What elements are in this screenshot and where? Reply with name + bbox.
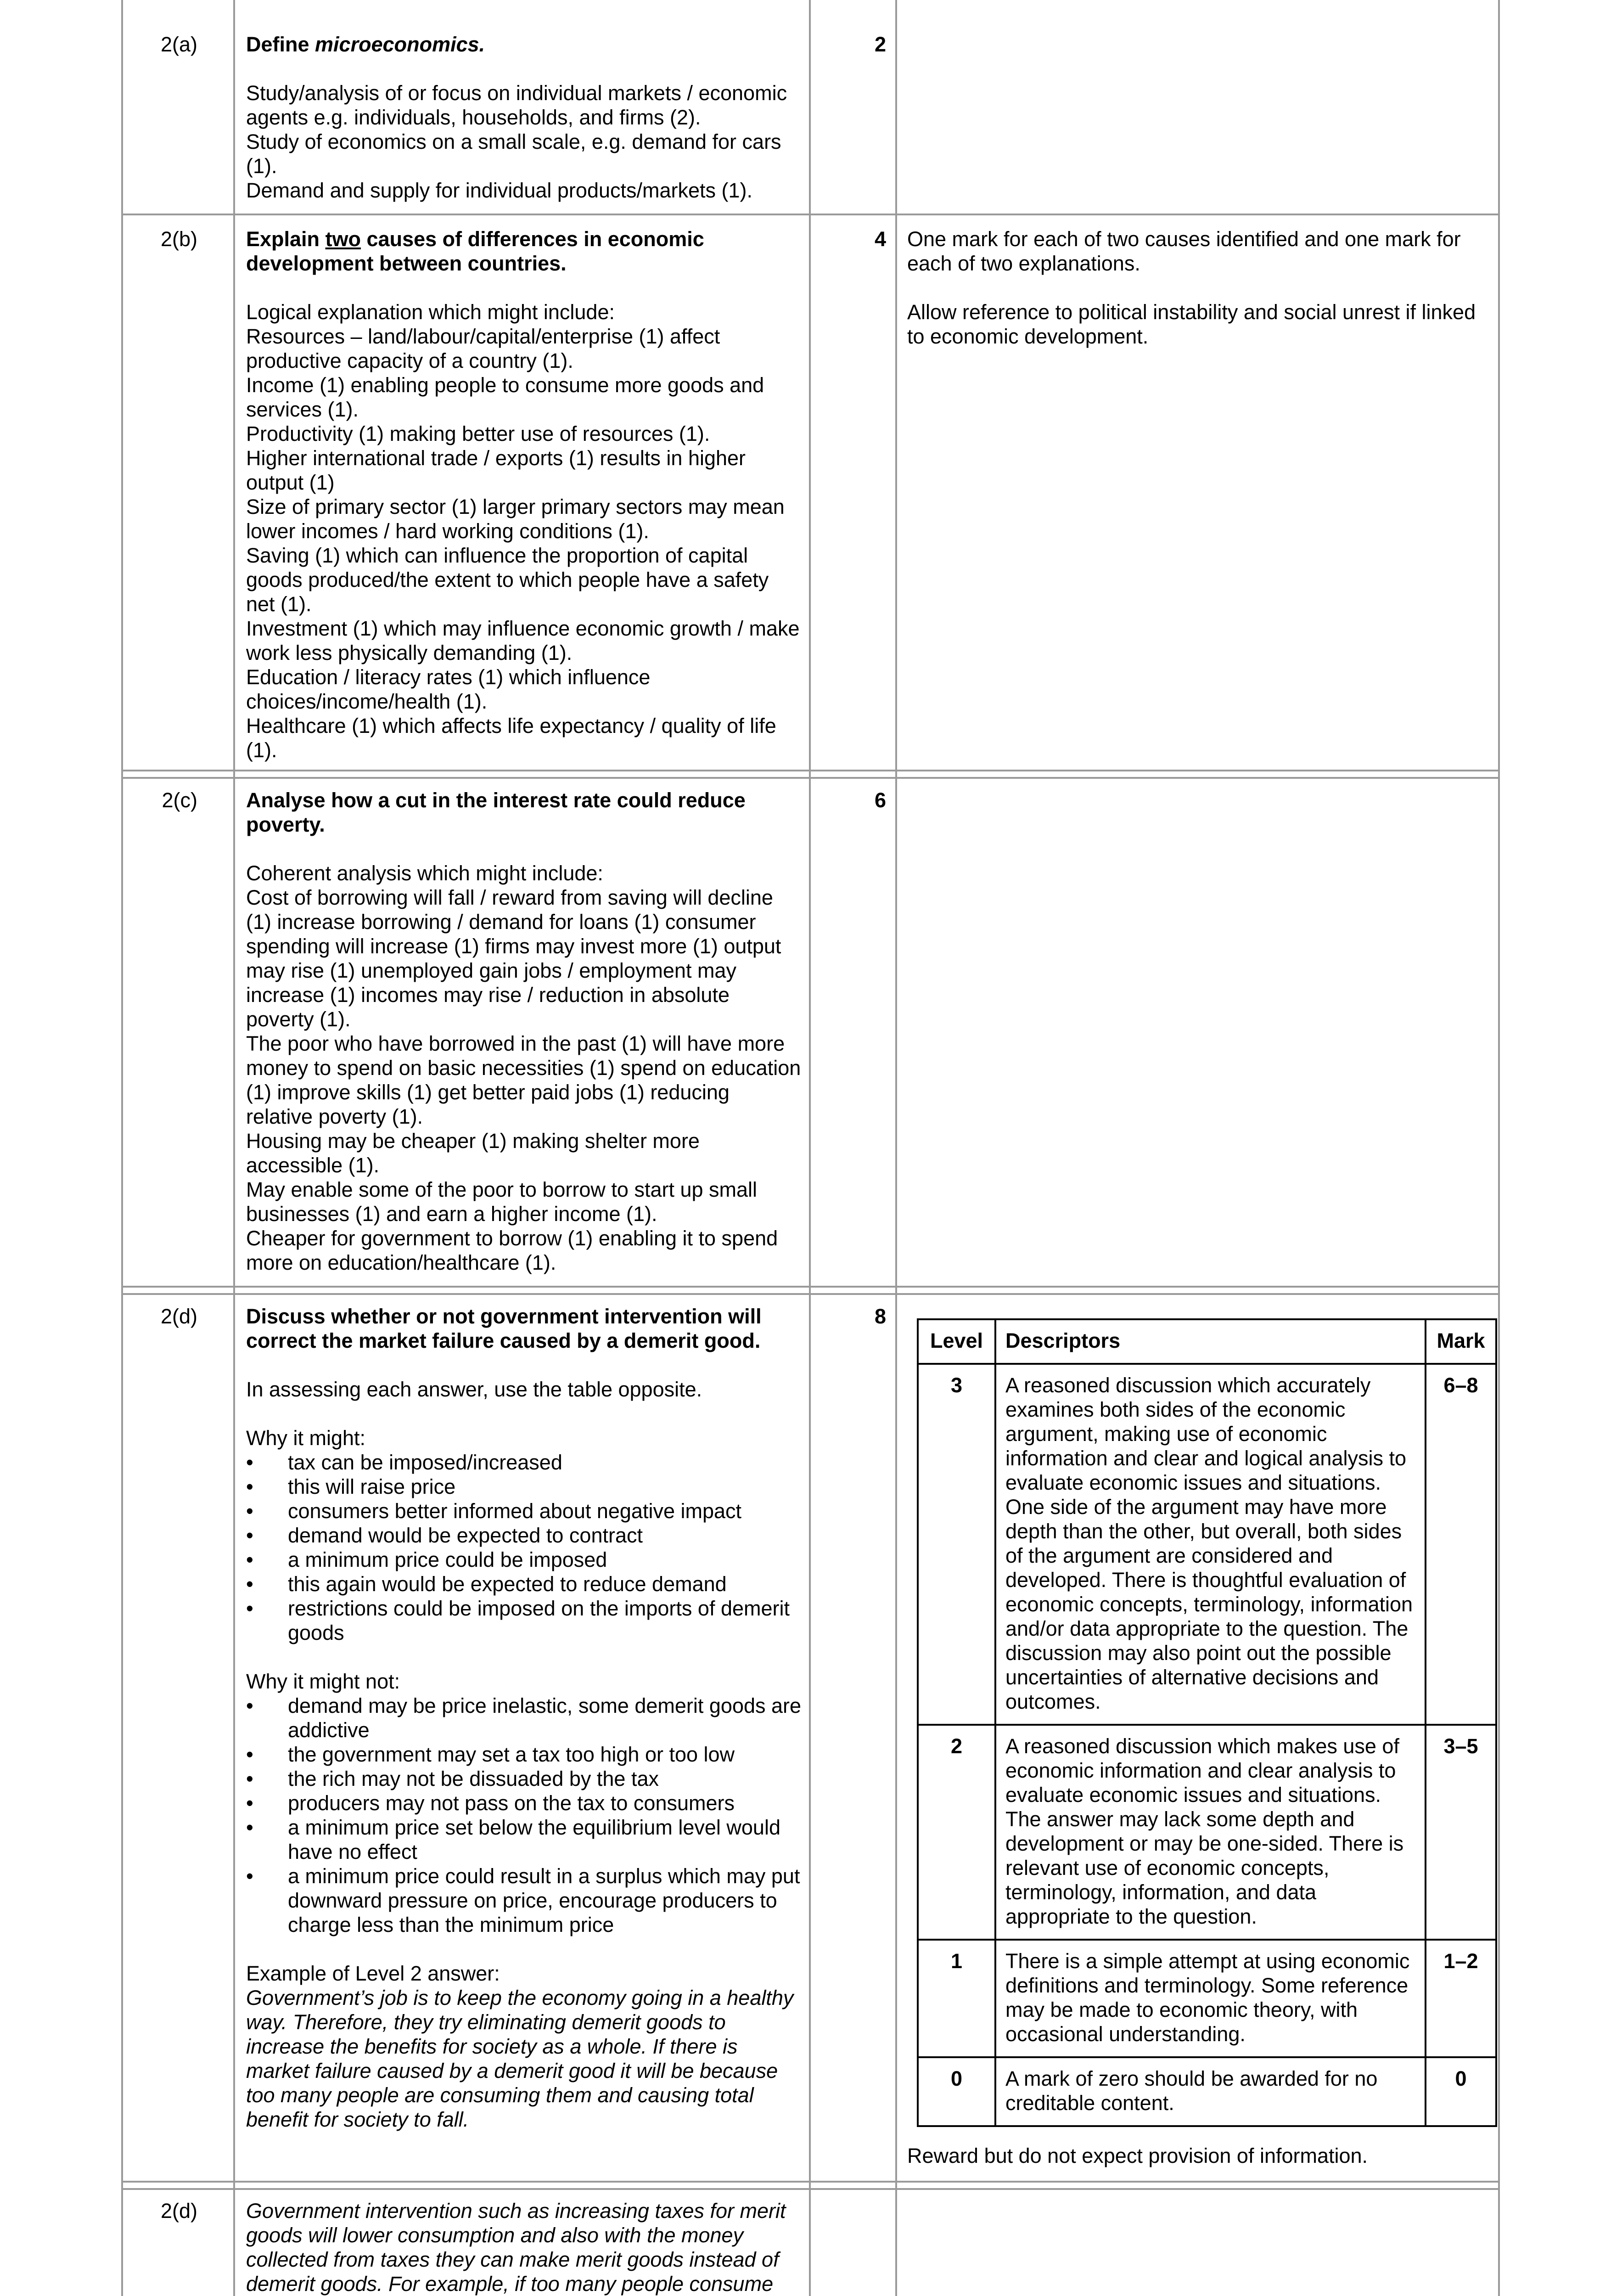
column-rule-left	[121, 0, 123, 2296]
row-rule	[122, 2181, 1499, 2183]
mark-range-cell: 3–5	[1426, 1725, 1496, 1940]
answer-intro: Logical explanation which might include:	[246, 300, 615, 324]
descriptor-cell: A mark of zero should be awarded for no creditable content.	[995, 2057, 1426, 2126]
answer-point: Size of primary sector (1) larger primary sectors may mean lower incomes / hard working conditions (1).	[246, 495, 785, 543]
row-rule	[122, 2188, 1499, 2190]
mark-range-cell: 6–8	[1426, 1364, 1496, 1725]
answer-point: Study/analysis of or focus on individual markets / economic agents e.g. individuals, households, and firms (2).	[246, 81, 787, 129]
column-rule-marks	[895, 0, 897, 2296]
table-row	[918, 1364, 1496, 1725]
list-item: • a minimum price set below the equilibrium level would have no effect	[246, 1815, 802, 1864]
list-item: • consumers better informed about negative impact	[246, 1499, 802, 1523]
example-answer: Government intervention such as increasing taxes for merit goods will lower consumption and also with the money collected from taxes they can make merit goods instead of demerit goods. For example, if too many people consume	[246, 2199, 786, 2296]
column-header: Level	[918, 1319, 995, 1364]
guidance-text: Allow reference to political instability and social unrest if linked to economic development.	[907, 300, 1476, 348]
list-heading: Why it might:	[246, 1426, 366, 1450]
level-descriptor-table	[917, 1318, 1497, 2127]
answer-point: Healthcare (1) which affects life expectancy / quality of life (1).	[246, 714, 776, 762]
assessment-note: In assessing each answer, use the table opposite.	[246, 1378, 702, 1401]
question-text: Discuss whether or not government intervention will correct the market failure caused by a demerit good.	[246, 1305, 762, 1352]
marks-value: 8	[874, 1305, 886, 1328]
list-item: • this again would be expected to reduce demand	[246, 1572, 802, 1596]
list-item: • this will raise price	[246, 1474, 802, 1499]
question-text: Explain two causes of differences in economic development between countries.	[246, 227, 704, 275]
column-header: Descriptors	[995, 1319, 1426, 1364]
table-row	[918, 2057, 1496, 2126]
answer-cell-2a	[246, 32, 802, 203]
level-cell: 2	[918, 1725, 995, 1940]
answer-point: Income (1) enabling people to consume more goods and services (1).	[246, 373, 764, 421]
row-rule	[122, 777, 1499, 779]
reward-note: Reward but do not expect provision of information.	[907, 2144, 1368, 2167]
column-rule-right	[1498, 0, 1500, 2296]
question-number: 2(d)	[160, 1305, 197, 1328]
table-header-row	[918, 1319, 1496, 1364]
mark-range-cell: 0	[1426, 2057, 1496, 2126]
table-row	[918, 1725, 1496, 1940]
why-it-might-list	[246, 1450, 802, 1645]
list-item: • demand would be expected to contract	[246, 1523, 802, 1548]
question-number: 2(d)	[160, 2199, 197, 2223]
row-rule	[122, 1286, 1499, 1288]
mark-range-cell: 1–2	[1426, 1940, 1496, 2057]
question-number: 2(b)	[160, 227, 197, 251]
marks-value: 2	[874, 33, 886, 56]
level-cell: 3	[918, 1364, 995, 1725]
example-answer: Government’s job is to keep the economy going in a healthy way. Therefore, they try eliminating demerit goods to increase the benefits for society as a whole. If there is market failure caused by a demerit good it will be because too many people are consuming them and causing total benefit for society to fall.	[246, 1986, 794, 2131]
descriptor-cell: A reasoned discussion which makes use of economic information and clear analysis to evaluate economic issues and situations. The answer may lack some depth and development or may be one-sided. There is relevant use of economic concepts, terminology, information, and data appropriate to the question.	[995, 1725, 1426, 1940]
row-rule	[122, 1293, 1499, 1295]
answer-cell-2d-continued	[246, 2199, 802, 2296]
guidance-text: One mark for each of two causes identified and one mark for each of two explanations.	[907, 227, 1461, 275]
descriptor-cell: There is a simple attempt at using economic definitions and terminology. Some reference may be made to economic theory, with occasional understanding.	[995, 1940, 1426, 2057]
row-rule	[122, 214, 1499, 215]
guidance-cell-2b	[907, 227, 1488, 349]
list-item: • demand may be price inelastic, some demerit goods are addictive	[246, 1694, 802, 1742]
list-item: • a minimum price could be imposed	[246, 1548, 802, 1572]
answer-point: Saving (1) which can influence the proportion of capital goods produced/the extent to which people have a safety net (1).	[246, 544, 769, 616]
column-rule-answer	[809, 0, 811, 2296]
answer-point: Study of economics on a small scale, e.g. demand for cars (1).	[246, 130, 781, 178]
question-number: 2(a)	[160, 33, 197, 56]
answer-intro: Coherent analysis which might include:	[246, 861, 603, 885]
answer-point: Productivity (1) making better use of resources (1).	[246, 422, 710, 445]
answer-point: Housing may be cheaper (1) making shelter more accessible (1).	[246, 1129, 700, 1177]
marks-value: 4	[874, 227, 886, 251]
table-row	[918, 1940, 1496, 2057]
answer-point: Education / literacy rates (1) which influence choices/income/health (1).	[246, 665, 651, 713]
answer-cell-2c	[246, 788, 802, 1275]
column-header: Mark	[1426, 1319, 1496, 1364]
list-heading: Why it might not:	[246, 1670, 400, 1693]
row-rule	[122, 770, 1499, 771]
answer-point: Cost of borrowing will fall / reward from saving will decline (1) increase borrowing / demand for loans (1) consumer spending will increase (1) firms may invest more (1) output may rise (1) unemployed gain jobs / employment may increase (1) incomes may rise / reduction in absolute poverty (1).	[246, 886, 781, 1031]
descriptor-cell: A reasoned discussion which accurately examines both sides of the economic argument, making use of economic information and clear and logical analysis to evaluate economic issues and situations. One side of the argument may have more depth than the other, but overall, both sides of the argument are considered and developed. There is thoughtful evaluation of economic concepts, terminology, information and/or data appropriate to the question. The discussion may also point out the possible uncertainties of alternative decisions and outcomes.	[995, 1364, 1426, 1725]
answer-point: Cheaper for government to borrow (1) enabling it to spend more on education/healthcare (1).	[246, 1227, 778, 1274]
column-rule-question	[233, 0, 235, 2296]
example-heading: Example of Level 2 answer:	[246, 1962, 500, 1985]
list-item: • tax can be imposed/increased	[246, 1450, 802, 1474]
list-item: • a minimum price could result in a surplus which may put downward pressure on price, encourage producers to charge less than the minimum price	[246, 1864, 802, 1937]
answer-point: Demand and supply for individual products/markets (1).	[246, 179, 753, 202]
list-item: • the government may set a tax too high or too low	[246, 1742, 802, 1767]
question-number: 2(c)	[162, 788, 197, 812]
level-cell: 1	[918, 1940, 995, 2057]
why-it-might-not-list	[246, 1694, 802, 1937]
level-cell: 0	[918, 2057, 995, 2126]
answer-point: Higher international trade / exports (1) results in higher output (1)	[246, 446, 746, 494]
question-text: Define microeconomics.	[246, 33, 485, 56]
list-item: • producers may not pass on the tax to consumers	[246, 1791, 802, 1815]
question-text: Analyse how a cut in the interest rate could reduce poverty.	[246, 788, 746, 836]
answer-point: Resources – land/labour/capital/enterprise (1) affect productive capacity of a country (1).	[246, 325, 720, 372]
answer-cell-2d	[246, 1304, 802, 2132]
answer-point: Investment (1) which may influence economic growth / make work less physically demanding (1).	[246, 617, 800, 664]
answer-point: The poor who have borrowed in the past (1) will have more money to spend on basic necessities (1) spend on education (1) improve skills (1) get better paid jobs (1) reducing relative poverty (1).	[246, 1032, 801, 1128]
answer-point: May enable some of the poor to borrow to start up small businesses (1) and earn a higher income (1).	[246, 1178, 758, 1226]
answer-cell-2b	[246, 227, 802, 762]
marks-value: 6	[874, 788, 886, 812]
list-item: • the rich may not be dissuaded by the tax	[246, 1767, 802, 1791]
list-item: • restrictions could be imposed on the imports of demerit goods	[246, 1596, 802, 1645]
